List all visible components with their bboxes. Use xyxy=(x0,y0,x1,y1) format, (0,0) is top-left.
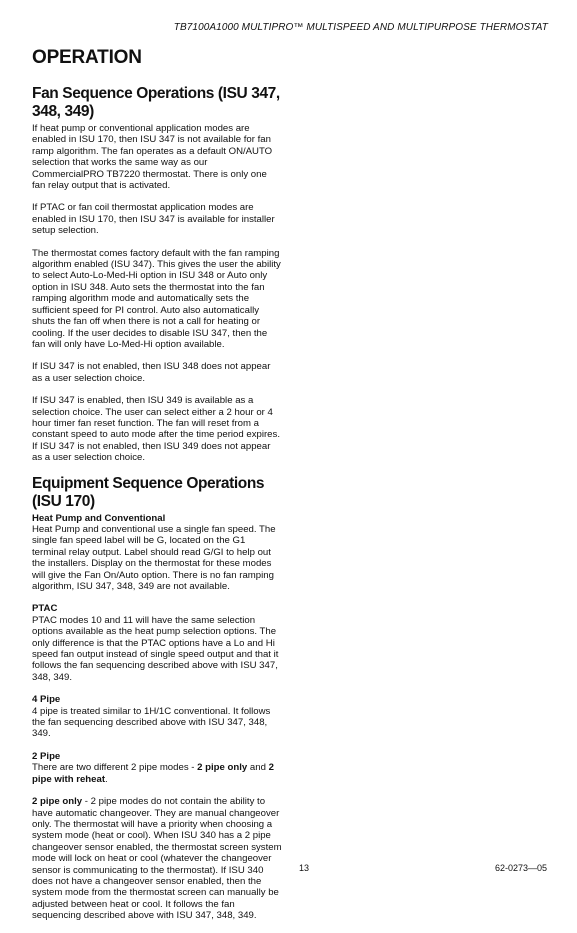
paragraph xyxy=(32,796,282,921)
document-header: TB7100A1000 MULTIPRO™ MULTISPEED AND MULTIPURPOSE THERMOSTAT xyxy=(173,22,548,33)
paragraph: 4 pipe is treated similar to 1H/1C conventional. It follows the fan sequencing described above with ISU 347, 348, 349. xyxy=(32,705,271,740)
page-title: OPERATION xyxy=(32,47,142,68)
paragraph: If heat pump or conventional application modes are enabled in ISU 170, then ISU 347 is not available for fan ramp algorithm. The fan operates as a default ON/AUTO selection that works the same way as our CommercialPRO TB7220 thermostat. There is only one fan relay output that is activated. xyxy=(32,123,273,192)
paragraph xyxy=(32,762,282,785)
two-pipe-subheading: 2 Pipe xyxy=(32,750,61,762)
left-column xyxy=(32,85,282,933)
document-number: 62-0273—05 xyxy=(494,863,547,873)
bold-term: 2 pipe only xyxy=(32,796,83,808)
text-run: . xyxy=(105,773,108,785)
text-run: There are two different 2 pipe modes - xyxy=(32,762,198,774)
bold-term: 2 pipe with reheat xyxy=(32,762,274,785)
four-pipe-subheading: 4 Pipe xyxy=(32,694,61,706)
paragraph: If PTAC or fan coil thermostat application modes are enabled in ISU 170, then ISU 347 is available for installer setup selection. xyxy=(32,202,275,237)
text-run: - 2 pipe modes do not contain the ability to have automatic changeover. They are manual changeover only. The thermostat will have a priority when choosing a system mode (heat or cool). When ISU 340 has a 2 pipe changeover sensor enabled, the thermostat screen system mode will lock on heat or cool (whatever the changeover sensor is communicating to the thermostat). If ISU 340 does not have a changeover sensor enabled, then the system mode from the thermostat screen can manually be adjusted between heat or cool. It follows the fan sequencing described above with ISU 347, 348, 349. xyxy=(32,796,282,922)
paragraph: PTAC modes 10 and 11 will have the same selection options available as the heat pump selection options. The only difference is that the PTAC options have a Lo and Hi speed fan output instead of single speed output and that it follows the fan sequencing described above with ISU 347, 348, 349. xyxy=(32,614,279,683)
paragraph: If ISU 347 is not enabled, then ISU 348 does not appear as a user selection choice. xyxy=(32,361,271,384)
heat-pump-subheading: Heat Pump and Conventional xyxy=(32,512,166,524)
paragraph: The thermostat comes factory default with the fan ramping algorithm enabled (ISU 347). This gives the user the ability to select Auto-Lo-Med-Hi option in ISU 348 or Auto only option in ISU 348. Auto sets the thermostat into the fan ramping algorithm mode and automatically sets the sufficient speed for PI control. Auto also automatically shuts the fan off when there is not a call for heating or cooling. If the user decides to disable ISU 347, then the fan will only have Lo-Med-Hi option available. xyxy=(32,247,281,350)
bold-term: 2 pipe only xyxy=(197,762,248,774)
paragraph: Heat Pump and conventional use a single fan speed. The single fan speed label will be G, located on the G1 terminal relay output. Label should read G/GI to help out the installers. Display on the thermostat for these modes will give the Fan On/Auto option. There is no fan ramping algorithm, ISU 347, 348, 349 are not available. xyxy=(32,523,276,592)
ptac-subheading: PTAC xyxy=(32,603,58,615)
fan-sequence-heading: Fan Sequence Operations (ISU 347, 348, 349) xyxy=(32,85,280,120)
paragraph: If ISU 347 is enabled, then ISU 349 is available as a selection choice. The user can select either a 2 hour or 4 hour timer fan reset function. The fan will reset from a constant speed to auto mode after the time period expires. If ISU 347 is not enabled, then ISU 349 does not appear as a user selection choice. xyxy=(32,395,280,464)
text-run: and xyxy=(247,762,269,774)
page-number: 13 xyxy=(299,863,310,873)
equipment-sequence-heading: Equipment Sequence Operations (ISU 170) xyxy=(32,474,265,510)
